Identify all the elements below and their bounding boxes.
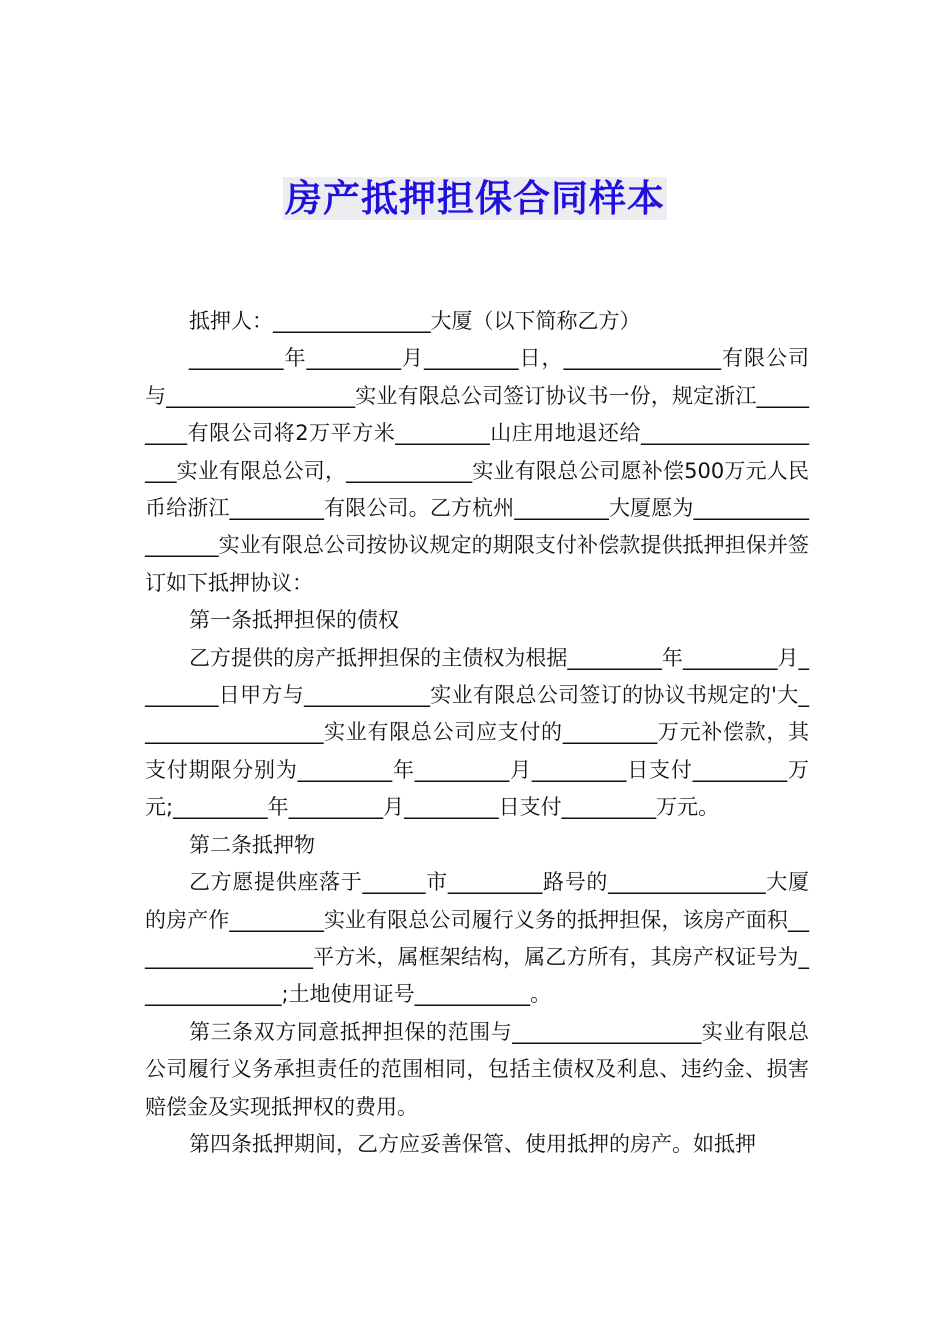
paragraph-background: _________年_________月_________日，_______________有限公司与__________________实业有限总公司签订协议书一份，规定浙江_________有限公司将2万平方米_________山庄用地退还给___________________实业有限总公司，____________实业有限总公司愿补偿500万元人民币给浙江_________有限公司。乙方杭州_________大厦愿为__________________实业有限总公司按协议规定的期限支付补偿款提供抵押担保并签订如下抵押协议： <box>145 346 809 595</box>
paragraph-mortgagor: 抵押人：_______________大厦（以下简称乙方） <box>189 309 641 333</box>
paragraph-article-1: 乙方提供的房产抵押担保的主债权为根据_________年_________月________日甲方与____________实业有限总公司签订的协议书规定的'大__________________实业有限总公司应支付的_________万元补偿款，其支付期限分别为_________年_________月_________日支付_________万元;_________年_________月_________日支付_________万元。 <box>145 645 809 820</box>
document-title <box>0 170 950 228</box>
document-body <box>145 303 809 1163</box>
paragraph-article-2: 乙方愿提供座落于______市_________路号的_______________大厦的房产作_________实业有限总公司履行义务的抵押担保，该房产面积__________________平方米，属框架结构，属乙方所有，其房产权证号为______________;土地使用证号___________。 <box>145 870 809 1007</box>
paragraph-article-3: 第三条双方同意抵押担保的范围与__________________实业有限总公司履行义务承担责任的范围相同，包括主债权及利息、违约金、损害赔偿金及实现抵押权的费用。 <box>145 1019 809 1119</box>
heading-article-1: 第一条抵押担保的债权 <box>189 608 399 633</box>
document-title-text: 房产抵押担保合同样本 <box>285 177 665 220</box>
heading-article-2: 第二条抵押物 <box>189 832 315 857</box>
paragraph-article-4: 第四条抵押期间，乙方应妥善保管、使用抵押的房产。如抵押 <box>189 1131 756 1156</box>
